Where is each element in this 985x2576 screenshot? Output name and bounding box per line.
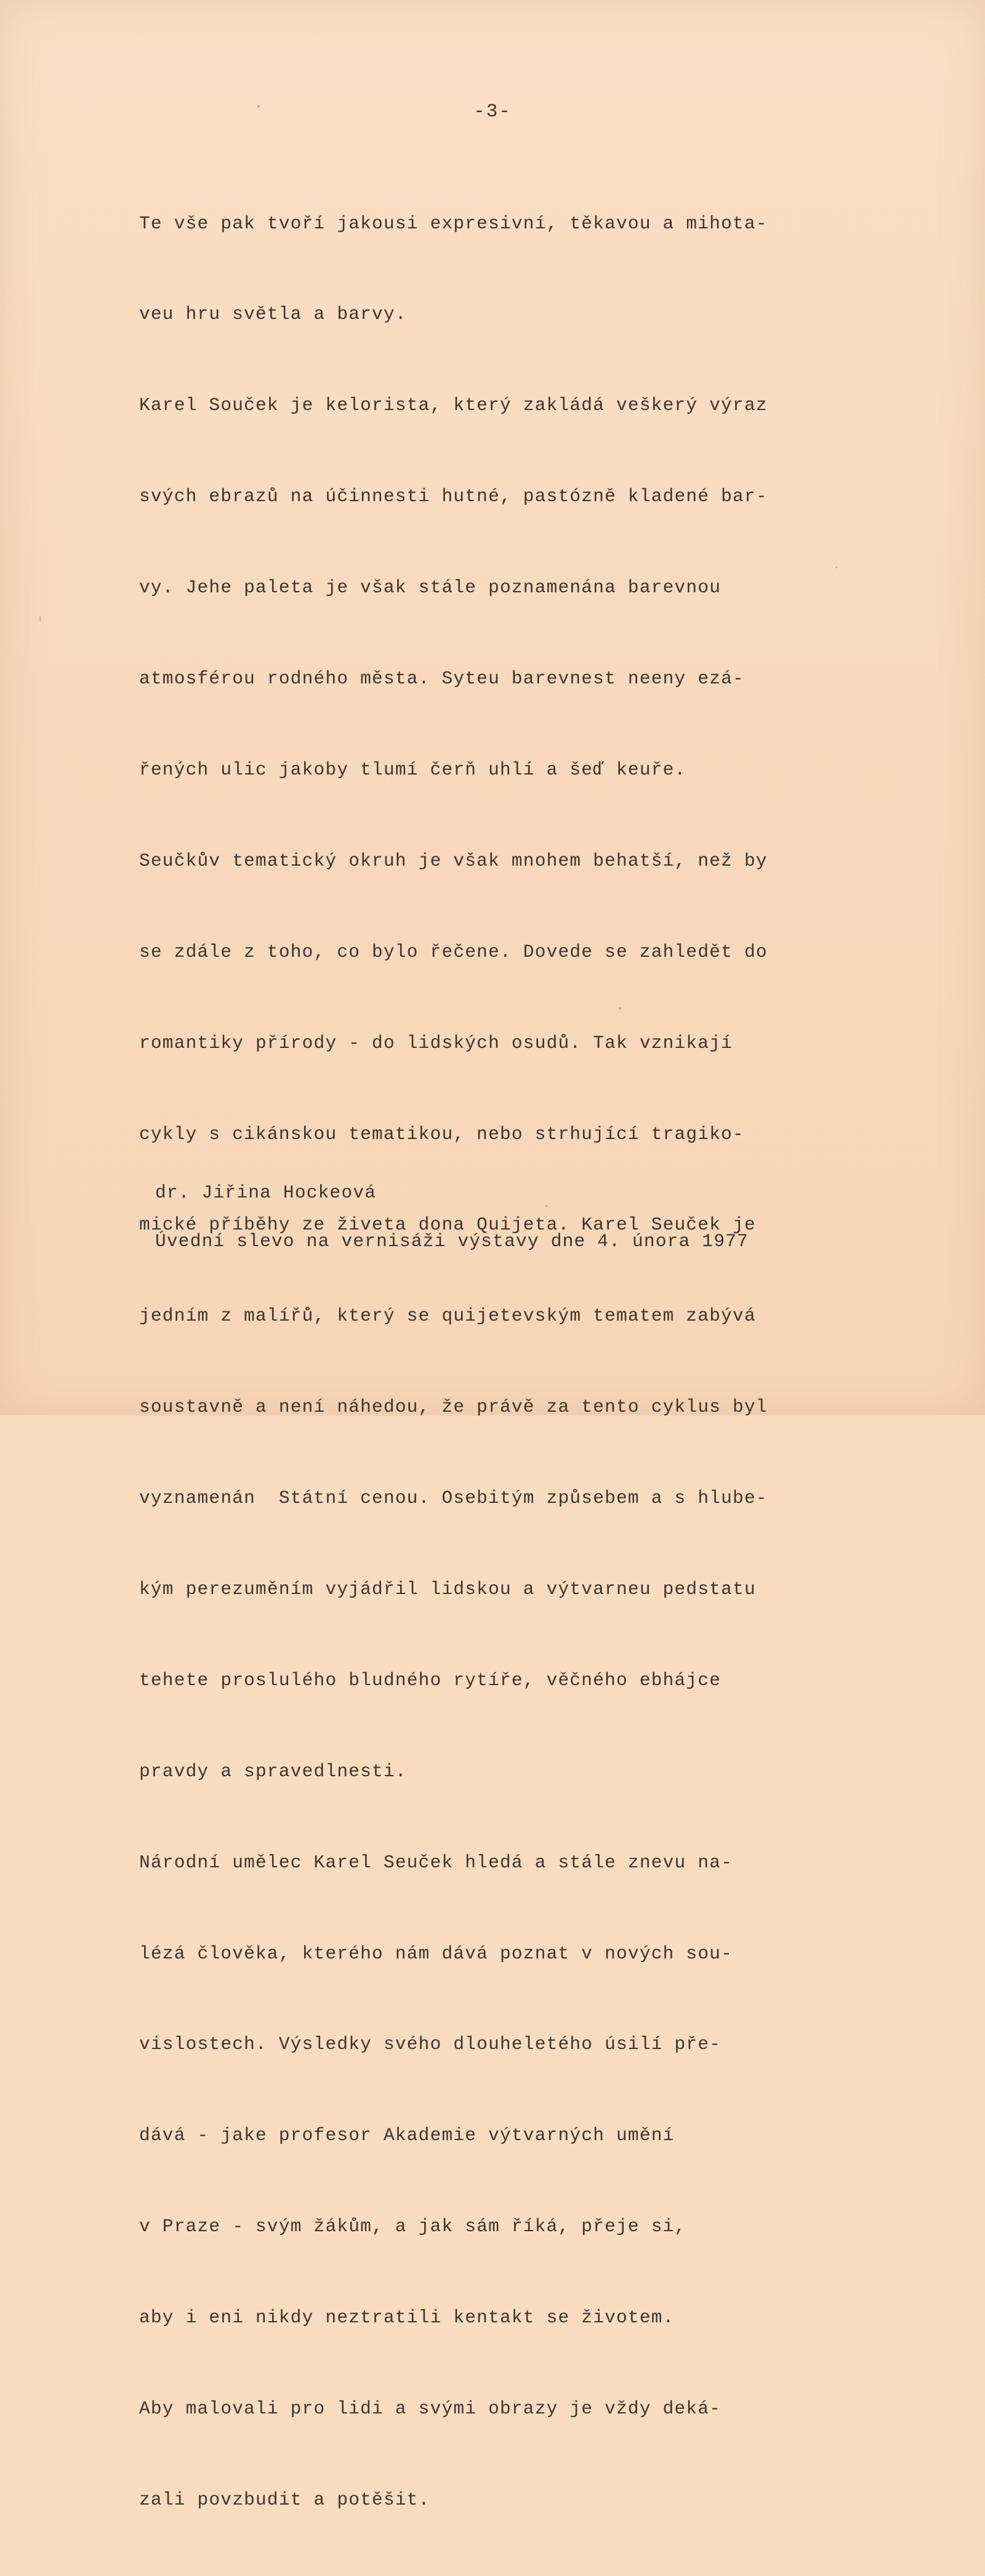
paper-speck xyxy=(257,105,260,108)
text-line: atmosférou rodného města. Syteu barevnest neeny ezá- xyxy=(139,668,744,690)
text-line: tehete proslulého bludného rytíře, věčného ebhájce xyxy=(139,1669,722,1691)
text-line: jedním z malířů, který se quijetevským tematem zabývá xyxy=(139,1305,756,1327)
paper-speck xyxy=(39,616,41,622)
author-signature: dr. Jiřina Hockeová xyxy=(155,1182,377,1203)
text-line: zali povzbudit a potěšit. xyxy=(139,2489,430,2510)
text-line: lézá člověka, kterého nám dává poznat v nových sou- xyxy=(139,1942,733,1964)
text-line: pravdy a spravedlnesti. xyxy=(139,1760,407,1782)
text-line: romantiky přírody - do lidských osudů. Tak vznikají xyxy=(139,1032,733,1053)
text-line: mické příběhy ze živeta dona Quijeta. Karel Seuček je xyxy=(139,1214,756,1236)
text-line: svých ebrazů na účinnesti hutné, pastózně kladené bar- xyxy=(139,486,768,507)
text-line: veu hru světla a barvy. xyxy=(139,304,407,325)
text-line: vyznamenán Státní cenou. Osebitým způsebem a s hlube- xyxy=(139,1487,768,1509)
text-line: aby i eni nikdy neztratili kentakt se životem. xyxy=(139,2307,675,2328)
text-line: vy. Jehe paleta je však stále poznamenána barevnou xyxy=(139,577,722,598)
text-line: Národní umělec Karel Seuček hledá a stále znevu na- xyxy=(139,1851,733,1873)
text-line: vislostech. Výsledky svého dlouheletého úsilí pře- xyxy=(139,2034,722,2055)
text-line: řených ulic jakoby tlumí čerň uhlí a šeď keuře. xyxy=(139,759,686,780)
paper-speck xyxy=(545,1205,547,1207)
text-line: cykly s cikánskou tematikou, nebo strhující tragiko- xyxy=(139,1123,744,1145)
page-number: -3- xyxy=(473,101,512,123)
text-line: Te vše pak tvoří jakousi expresivní, těkavou a mihota- xyxy=(139,212,768,234)
text-line: Karel Souček je kelorista, který zakládá veškerý výraz xyxy=(139,395,768,416)
text-line: Seučkův tematický okruh je však mnohem behatší, než by xyxy=(139,850,768,871)
text-line: se zdále z toho, co bylo řečene. Dovede se zahledět do xyxy=(139,941,768,962)
text-line: v Praze - svým žákům, a jak sám říká, přeje si, xyxy=(139,2216,686,2237)
body-text xyxy=(139,148,847,2576)
text-line: dává - jake profesor Akademie výtvarných umění xyxy=(139,2125,675,2146)
paper-speck xyxy=(835,566,837,568)
text-line: soustavně a není náhedou, že právě za tento cyklus byl xyxy=(139,1396,768,1418)
caption: Úvední slevo na vernisáži výstavy dne 4. února 1977 xyxy=(155,1231,749,1252)
text-line: Aby malovali pro lidi a svými obrazy je vždy deká- xyxy=(139,2397,722,2419)
paper-speck xyxy=(619,1007,621,1010)
text-line: kým perezuměním vyjádřil lidskou a výtvarneu pedstatu xyxy=(139,1578,756,1600)
